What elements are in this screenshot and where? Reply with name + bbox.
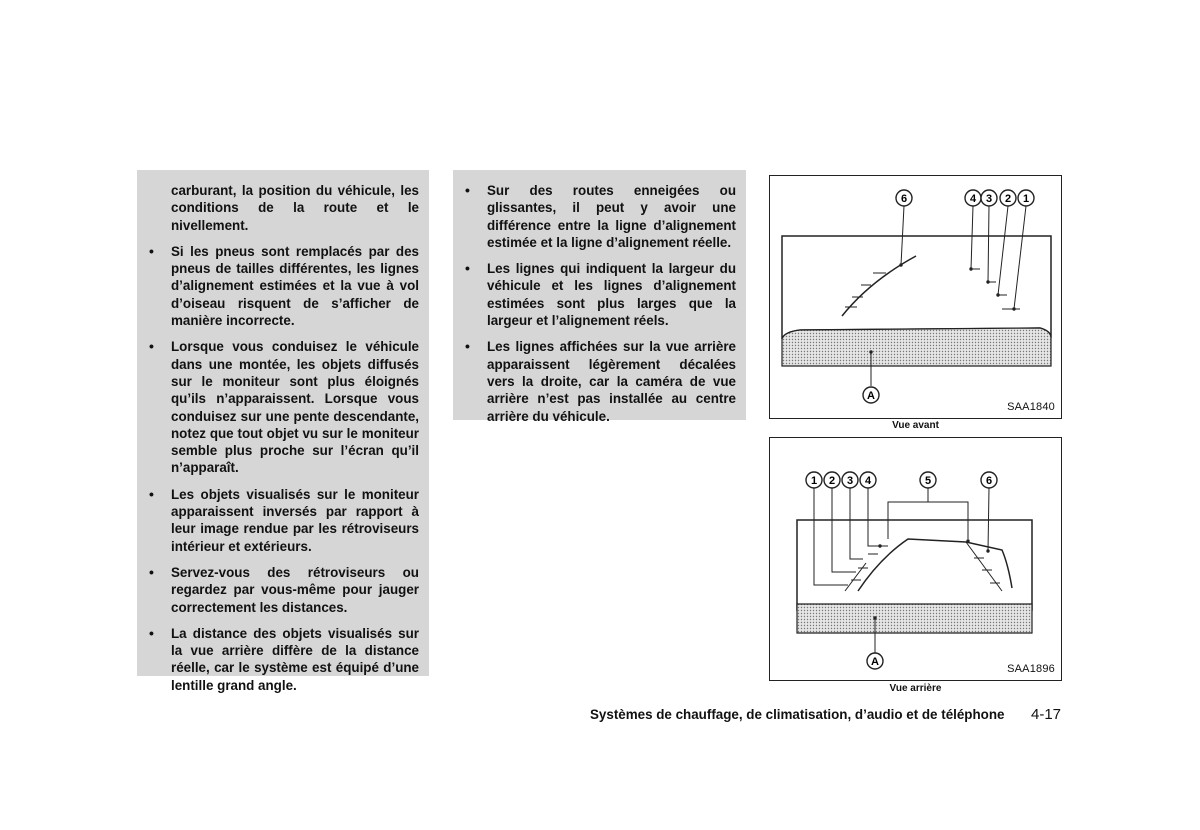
mid-note-box [453,170,746,424]
continuation-text: carburant, la position du véhicule, les conditions de la route et le nivellement. [171,183,419,233]
figure-code: SAA1840 [1007,401,1055,413]
rear-view-caption: Vue arrière [889,683,942,694]
callout-4: 4 [864,475,872,487]
bullet-item: • La distance des objets visualisés sur la vue arrière diffère de la distance réelle, car le système est équipé d’une lentille grand angle. [171,625,419,694]
rear-view-figure [769,437,1062,681]
callout-a: A [871,656,879,668]
section-title: Systèmes de chauffage, de climatisation, d’audio et de téléphone [590,707,1005,722]
callout-6: 6 [985,475,993,487]
bullet-item: • Lorsque vous conduisez le véhicule dans une montée, les objets diffusés sur le moniteur sont plus éloignés qu’ils n’apparaissent. Lorsque vous conduisez sur une pente descendante, notez que tout objet vu sur le moniteur semble plus proche sur l’écran qu’il n’apparaît. [171,338,419,476]
callout-3: 3 [985,193,993,205]
front-view-figure [769,175,1062,419]
left-note-box [137,170,429,693]
callout-3: 3 [846,475,854,487]
callout-a: A [867,390,875,402]
callout-4: 4 [969,193,977,205]
callout-6: 6 [900,193,908,205]
monitor-screen [782,236,1051,339]
bullet-item: • Les lignes qui indiquent la largeur du véhicule et les lignes d’alignement estimées sont plus larges que la largeur et l’alignement réels. [487,260,736,329]
bumper-area [782,328,1051,366]
callout-2: 2 [1004,193,1012,205]
bullet-item: • Les objets visualisés sur le moniteur apparaissent inversés par rapport à leur image rendue par les rétroviseurs intérieur et extérieurs. [171,486,419,555]
callout-1: 1 [1022,193,1030,205]
page-number: 4-17 [1031,706,1062,723]
rear-view-diagram [770,438,1060,679]
callout-5: 5 [924,475,932,487]
bullet-item: • Servez-vous des rétroviseurs ou regardez par vous-même pour jauger correctement les distances. [171,564,419,616]
front-view-caption: Vue avant [892,420,939,431]
figure-code: SAA1896 [1007,663,1055,675]
bumper-area [797,604,1032,633]
callout-1: 1 [810,475,818,487]
bullet-item: • Si les pneus sont remplacés par des pneus de tailles différentes, les lignes d’alignement estimées et la vue à vol d’oiseau risquent de s’afficher de manière incorrecte. [171,243,419,329]
bullet-item: • Sur des routes enneigées ou glissantes, il peut y avoir une différence entre la ligne d’alignement estimée et la ligne d’alignement réelle. [487,182,736,251]
bullet-item: • Les lignes affichées sur la vue arrière apparaissent légèrement décalées vers la droite, car la caméra de vue arrière n’est pas installée au centre arrière du véhicule. [487,338,736,424]
front-view-diagram [770,176,1060,417]
callout-2: 2 [828,475,836,487]
